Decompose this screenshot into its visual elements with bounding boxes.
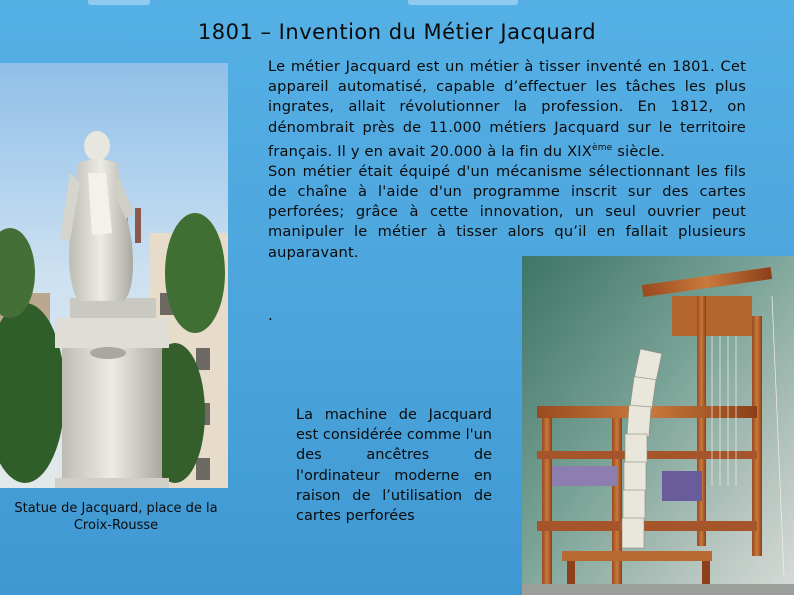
slide-title: 1801 – Invention du Métier Jacquard [197,20,597,44]
loom-illustration [522,256,794,595]
loom-photo [522,256,794,595]
statue-illustration [0,63,228,488]
top-decoration-left [88,0,150,5]
top-decoration-right [408,0,518,5]
intro-p1-superscript: ème [591,142,613,153]
intro-p1-tail: siècle. [612,142,665,160]
intro-text [268,57,746,263]
intro-p1-text: Le métier Jacquard est un métier à tisser inventé en 1801. Cet appareil automatisé, capable d’effectuer les tâches les plus ingrates, allait révolutionner la profession. En 1812, on dénombrait près de 11.000 métiers Jacquard sur le territoire français. Il y en avait 20.000 à la fin du XIX [268,58,746,160]
intro-paragraph-1 [268,57,746,162]
statue-caption: Statue de Jacquard, place de la Croix-Rousse [14,501,218,533]
stray-dot: . [268,306,273,324]
statue-photo [0,63,228,488]
intro-paragraph-2: Son métier était équipé d'un mécanisme sélectionnant les fils de chaîne à l'aide d'un programme inscrit sur des cartes perforées; grâce à cette innovation, un seul ouvrier peut manipuler le métier à tisser alors qu’il en fallait plusieurs auparavant. [268,162,746,261]
loom-caption: La machine de Jacquard est considérée comme l'un des ancêtres de l'ordinateur moderne en raison de l’utilisation de cartes perforées [296,407,492,525]
